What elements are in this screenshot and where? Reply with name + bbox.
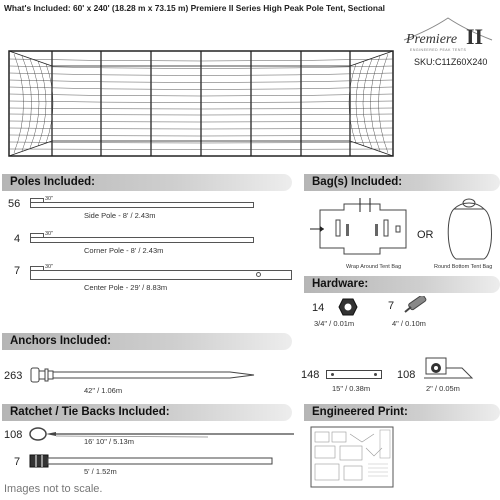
scale-note: Images not to scale. xyxy=(4,483,103,495)
ratchet-short-qty: 7 xyxy=(14,456,21,468)
hardware-item-2-label: 4" / 0.10m xyxy=(392,319,426,328)
logo-tagline: ENGINEERED PEAK TENTS xyxy=(410,48,467,52)
side-pole-dim: 30" xyxy=(45,196,54,202)
ratchet-buckle-icon xyxy=(422,356,476,382)
steel-plate-image xyxy=(326,370,382,379)
center-pole-image xyxy=(30,270,292,280)
bags-section-header: Bag(s) Included: xyxy=(304,174,500,191)
wrap-bag-label: Wrap Around Tent Bag xyxy=(346,264,402,270)
ratchet-short-label: 5' / 1.52m xyxy=(84,467,117,476)
page-title: What's Included: 60' x 240' (18.28 m x 73.15 m) Premiere II Series High Peak Pole Tent, Sectional xyxy=(4,3,385,13)
logo-numeral: II xyxy=(466,24,484,49)
anchor-stake-image xyxy=(30,366,256,384)
center-pole-qty: 7 xyxy=(14,265,21,277)
brand-logo xyxy=(400,16,496,56)
center-pole-tip xyxy=(30,266,44,270)
side-pole-label: Side Pole - 8' / 2.43m xyxy=(84,211,156,220)
anchors-section-header: Anchors Included: xyxy=(2,333,292,350)
sku-label: SKU:C11Z60X240 xyxy=(414,57,488,67)
hardware-item-3-qty: 148 xyxy=(301,369,320,381)
side-pole-tip xyxy=(30,198,44,202)
round-bag-label: Round Bottom Tent Bag xyxy=(434,264,493,270)
anchor-label: 42" / 1.06m xyxy=(84,386,123,395)
bags-or-text: OR xyxy=(417,229,434,241)
corner-pole-qty: 4 xyxy=(14,233,21,245)
hardware-item-1-label: 3/4" / 0.01m xyxy=(314,319,355,328)
anchor-qty: 263 xyxy=(4,370,23,382)
hardware-section-header: Hardware: xyxy=(304,276,500,293)
hardware-item-4-label: 2" / 0.05m xyxy=(426,384,460,393)
side-pole-qty: 56 xyxy=(8,198,21,210)
tie-back-long-image xyxy=(28,424,298,444)
hardware-item-3-label: 15" / 0.38m xyxy=(332,384,371,393)
hardware-item-4-qty: 108 xyxy=(397,369,416,381)
center-pole-hole xyxy=(256,272,261,277)
ratchet-section-header: Ratchet / Tie Backs Included: xyxy=(2,404,292,421)
print-section-header: Engineered Print: xyxy=(304,404,500,421)
engineered-print-image xyxy=(310,426,394,488)
wrap-around-bag-image xyxy=(310,196,414,264)
center-pole-dim: 30" xyxy=(45,264,54,270)
corner-pole-label: Corner Pole - 8' / 2.43m xyxy=(84,246,164,255)
tent-top-view-diagram xyxy=(8,50,394,157)
corner-pole-dim: 30" xyxy=(45,231,54,237)
hardware-item-1-qty: 14 xyxy=(312,302,325,314)
side-pole-image xyxy=(30,202,254,208)
ratchet-long-label: 16' 10" / 5.13m xyxy=(84,437,134,446)
poles-section-header: Poles Included: xyxy=(2,174,292,191)
corner-pole-image xyxy=(30,237,254,243)
logo-text: Premiere xyxy=(406,32,458,47)
center-pole-label: Center Pole - 29' / 8.83m xyxy=(84,283,168,292)
hex-nut-icon xyxy=(338,298,358,316)
round-bottom-bag-image xyxy=(442,195,496,263)
ratchet-strap-short-image xyxy=(28,452,276,470)
corner-pole-tip xyxy=(30,233,44,237)
hardware-item-2-qty: 7 xyxy=(388,300,395,312)
ratchet-long-qty: 108 xyxy=(4,429,23,441)
bolt-icon xyxy=(402,296,428,316)
